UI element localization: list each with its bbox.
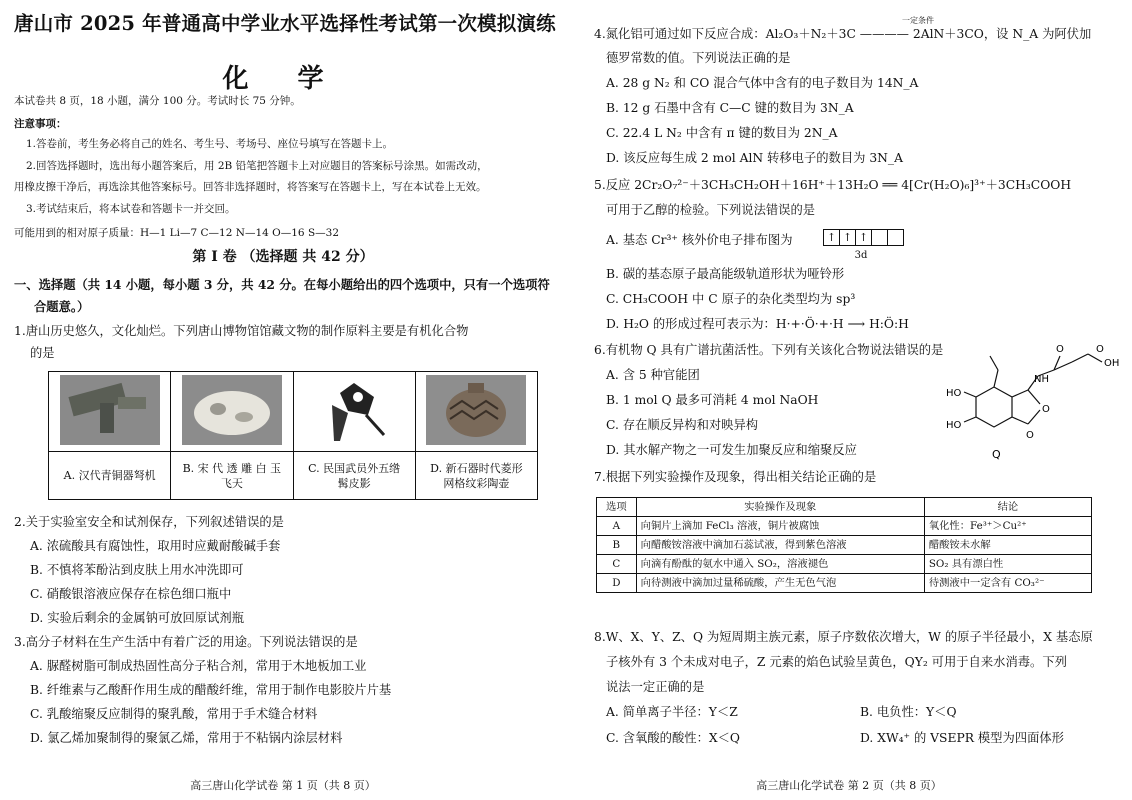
orbital-box: ↑ (823, 229, 840, 246)
artifact-image-a (49, 372, 171, 452)
question-7: 7.根据下列实验操作及现象，得出相关结论正确的是 (594, 470, 877, 484)
question-1-cont: 的是 (30, 346, 55, 360)
table-row: D 向待测液中滴加过量稀硫酸，产生无色气泡 待测液中一定含有 CO₃²⁻ (597, 574, 1092, 593)
notice-heading: 注意事项： (14, 118, 67, 130)
q3-option-c: C. 乳酸缩聚反应制得的聚乳酸，常用于手术缝合材料 (30, 707, 318, 721)
artifact-image-c (293, 372, 415, 452)
mol-label-oh: OH (1104, 358, 1120, 369)
question-3: 3.高分子材料在生产生活中有着广泛的用途。下列说法错误的是 (14, 635, 358, 649)
question-6: 6.有机物 Q 具有广谱抗菌活性。下列有关该化合物说法错误的是 (594, 343, 944, 357)
question-1: 1.唐山历史悠久，文化灿烂。下列唐山博物馆馆藏文物的制作原料主要是有机化合物 (14, 324, 469, 338)
artifact-image-b (171, 372, 293, 452)
q5-option-c: C. CH₃COOH 中 C 原子的杂化类型均为 sp³ (606, 292, 856, 306)
mol-label-o2: O (1026, 430, 1034, 441)
orbital-diagram (824, 229, 904, 261)
orbital-box: ↑ (855, 229, 872, 246)
section-intro: 一、选择题（共 14 小题，每小题 3 分，共 42 分。在每小题给出的四个选项中，只有一个选项符 (14, 277, 550, 292)
reaction-condition: 一定条件 (902, 16, 934, 25)
q5-option-b: B. 碳的基态原子最高能级轨道形状为哑铃形 (606, 267, 845, 281)
q2-option-b: B. 不慎将苯酚沾到皮肤上用水冲洗即可 (30, 563, 244, 577)
question-8-cont-1: 子核外有 3 个未成对电子，Z 元素的焰色试验呈黄色，QY₂ 可用于自来水消毒。下列 (606, 655, 1067, 669)
notice-2-cont: 用橡皮擦干净后，再选涂其他答案标号。回答非选择题时，将答案写在答题卡上，写在本试卷上无效。 (14, 181, 487, 193)
notice-2: 2.回答选择题时，选出每小题答案后，用 2B 铅笔把答题卡上对应题目的答案标号涂黑。如需改动， (26, 160, 488, 172)
crossbow-image (60, 375, 160, 445)
q2-option-c: C. 硝酸银溶液应保存在棕色细口瓶中 (30, 587, 232, 601)
q8-option-d: D. XW₄⁺ 的 VSEPR 模型为四面体形 (860, 731, 1064, 745)
mol-label-o3: O (1056, 344, 1064, 355)
section-intro-cont: 合题意。） (34, 299, 90, 314)
molecule-q-structure (946, 342, 1126, 462)
artifact-image-d (415, 372, 537, 452)
pottery-image (426, 375, 526, 445)
mol-label-o1: O (1042, 404, 1050, 415)
q2-option-d: D. 实验后剩余的金属钠可放回原试剂瓶 (30, 611, 244, 625)
subject-heading: 化 学 (222, 64, 344, 94)
exam-info: 本试卷共 8 页，18 小题，满分 100 分。考试时长 75 分钟。 (14, 95, 301, 107)
orbital-box: ↑ (839, 229, 856, 246)
q4-option-d: D. 该反应每生成 2 mol AlN 转移电子的数目为 3N_A (606, 151, 903, 165)
molecule-name: Q (992, 448, 1001, 461)
table-row: A 向铜片上滴加 FeCl₃ 溶液，铜片被腐蚀 氧化性：Fe³⁺＞Cu²⁺ (597, 517, 1092, 536)
q6-option-a: A. 含 5 种官能团 (606, 368, 700, 382)
q3-option-b: B. 纤维素与乙酸酐作用生成的醋酸纤维，常用于制作电影胶片片基 (30, 683, 392, 697)
q4-option-c: C. 22.4 L N₂ 中含有 π 键的数目为 2N_A (606, 126, 838, 140)
artifact-option-a: A. 汉代青铜器弩机 (49, 452, 171, 500)
q6-option-d: D. 其水解产物之一可发生加聚反应和缩聚反应 (606, 443, 857, 457)
q5-option-d: D. H₂O 的形成过程可表示为：H·+·Ö·+·H ⟶ H:Ö:H (606, 317, 909, 331)
table-row: C 向滴有酚酞的氨水中通入 SO₂，溶液褪色 SO₂ 具有漂白性 (597, 555, 1092, 574)
page-footer: 高三唐山化学试卷 第 2 页（共 8 页） (756, 779, 942, 792)
shadow-puppet-image (304, 375, 404, 445)
mol-label-ho1: HO (946, 388, 962, 399)
col-header-conclusion: 结论 (924, 498, 1091, 517)
q8-option-b: B. 电负性：Y＜Q (860, 705, 957, 719)
q8-option-c: C. 含氧酸的酸性：X＜Q (606, 731, 740, 745)
q5-option-a: A. 基态 Cr³⁺ 核外价电子排布图为 (606, 233, 793, 247)
notice-1: 1.答卷前，考生务必将自己的姓名、考生号、考场号、座位号填写在答题卡上。 (26, 138, 394, 150)
question-5: 5.反应 2Cr₂O₇²⁻＋3CH₃CH₂OH＋16H⁺＋13H₂O ══ 4[Cr(H₂O)₆]³⁺＋3CH₃COOH (594, 178, 1072, 192)
table-row: B 向醋酸铵溶液中滴加石蕊试液，得到紫色溶液 醋酸铵未水解 (597, 536, 1092, 555)
mol-label-nh: NH (1034, 374, 1049, 385)
orbital-box (871, 229, 888, 246)
artifact-option-c: C. 民国武员外五绺 髯皮影 (293, 452, 415, 500)
experiment-table (596, 497, 1092, 593)
question-4: 4.氮化铝可通过如下反应合成：Al₂O₃＋N₂＋3C ———— 2AlN＋3CO，设 N_A 为阿伏加 (594, 27, 1092, 41)
question-2: 2.关于实验室安全和试剂保存，下列叙述错误的是 (14, 515, 284, 529)
jade-image (182, 375, 282, 445)
exam-page-2 (566, 0, 1132, 800)
q3-option-a: A. 脲醛树脂可制成热固性高分子粘合剂，常用于木地板加工业 (30, 659, 367, 673)
q3-option-d: D. 氯乙烯加聚制得的聚氯乙烯，常用于不粘锅内涂层材料 (30, 731, 343, 745)
atomic-masses: 可能用到的相对原子质量：H—1 Li—7 C—12 N—14 O—16 S—32 (14, 227, 340, 239)
question-5-cont: 可用于乙醇的检验。下列说法错误的是 (606, 203, 816, 217)
mol-label-ho2: HO (946, 420, 962, 431)
q6-option-b: B. 1 mol Q 最多可消耗 4 mol NaOH (606, 393, 819, 407)
col-header-operation: 实验操作及现象 (636, 498, 924, 517)
question-4-cont: 德罗常数的值。下列说法正确的是 (606, 51, 791, 65)
section-title: 第 Ⅰ 卷 （选择题 共 42 分） (192, 249, 374, 265)
q2-option-a: A. 浓硫酸具有腐蚀性，取用时应戴耐酸碱手套 (30, 539, 281, 553)
mol-label-o4: O (1096, 344, 1104, 355)
q8-option-a: A. 简单离子半径：Y＜Z (606, 705, 738, 719)
notice-3: 3.考试结束后，将本试卷和答题卡一并交回。 (26, 203, 236, 215)
q6-option-c: C. 存在顺反异构和对映异构 (606, 418, 759, 432)
orbital-box (887, 229, 904, 246)
exam-title: 唐山市 2025 年普通高中学业水平选择性考试第一次模拟演练 (14, 12, 556, 35)
q4-option-b: B. 12 g 石墨中含有 C—C 键的数目为 3N_A (606, 101, 854, 115)
page-footer: 高三唐山化学试卷 第 1 页（共 8 页） (190, 779, 376, 792)
question-8: 8.W、X、Y、Z、Q 为短周期主族元素，原子序数依次增大，W 的原子半径最小，X 基态原 (594, 630, 1093, 644)
orbital-label: 3d (854, 250, 868, 261)
col-header-option: 选项 (597, 498, 637, 517)
artifact-table (48, 371, 538, 500)
q4-option-a: A. 28 g N₂ 和 CO 混合气体中含有的电子数目为 14N_A (606, 76, 919, 90)
artifact-option-d: D. 新石器时代菱形 网格纹彩陶壶 (415, 452, 537, 500)
question-8-cont-2: 说法一定正确的是 (606, 680, 705, 694)
artifact-option-b: B. 宋 代 透 雕 白 玉 飞天 (171, 452, 293, 500)
